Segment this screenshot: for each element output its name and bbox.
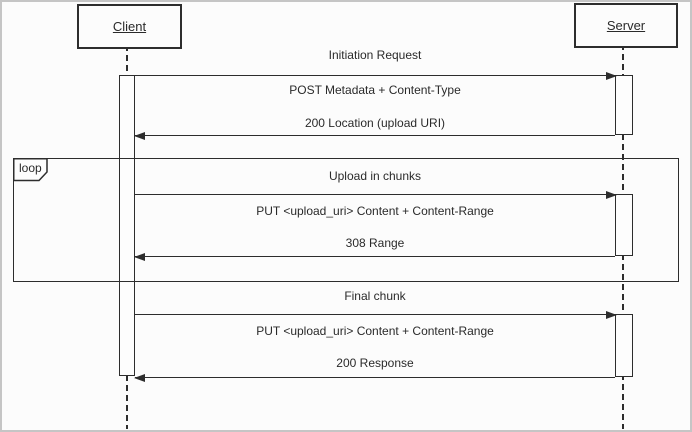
arrowhead-left-icon bbox=[134, 132, 145, 140]
message-arrow-initiation-response bbox=[135, 135, 615, 136]
message-arrow-initiation-request bbox=[135, 75, 615, 76]
label-loop-title: Upload in chunks bbox=[328, 169, 422, 183]
label-loop-request: PUT <upload_uri> Content + Content-Range bbox=[256, 204, 494, 218]
actor-box-client bbox=[77, 4, 182, 49]
label-final-request: PUT <upload_uri> Content + Content-Range bbox=[256, 324, 494, 338]
message-arrow-final-request bbox=[135, 314, 615, 315]
arrowhead-right-icon bbox=[606, 72, 617, 80]
arrowhead-left-icon bbox=[134, 374, 145, 382]
label-final-response: 200 Response bbox=[336, 356, 414, 370]
actor-box-server bbox=[574, 3, 678, 48]
label-loop-response: 308 Range bbox=[345, 236, 405, 250]
arrowhead-right-icon bbox=[606, 311, 617, 319]
label-final-title: Final chunk bbox=[344, 289, 406, 303]
server-activation-bar-initiation bbox=[615, 75, 633, 135]
message-arrow-final-response bbox=[135, 377, 615, 378]
label-initiation-request: POST Metadata + Content-Type bbox=[289, 83, 461, 97]
server-activation-bar-final bbox=[615, 314, 633, 377]
actor-server-label: Server bbox=[606, 18, 646, 33]
label-initiation-title: Initiation Request bbox=[328, 48, 422, 62]
label-initiation-response: 200 Location (upload URI) bbox=[304, 116, 446, 130]
loop-operator-label: loop bbox=[19, 161, 42, 175]
actor-client-label: Client bbox=[112, 19, 147, 34]
